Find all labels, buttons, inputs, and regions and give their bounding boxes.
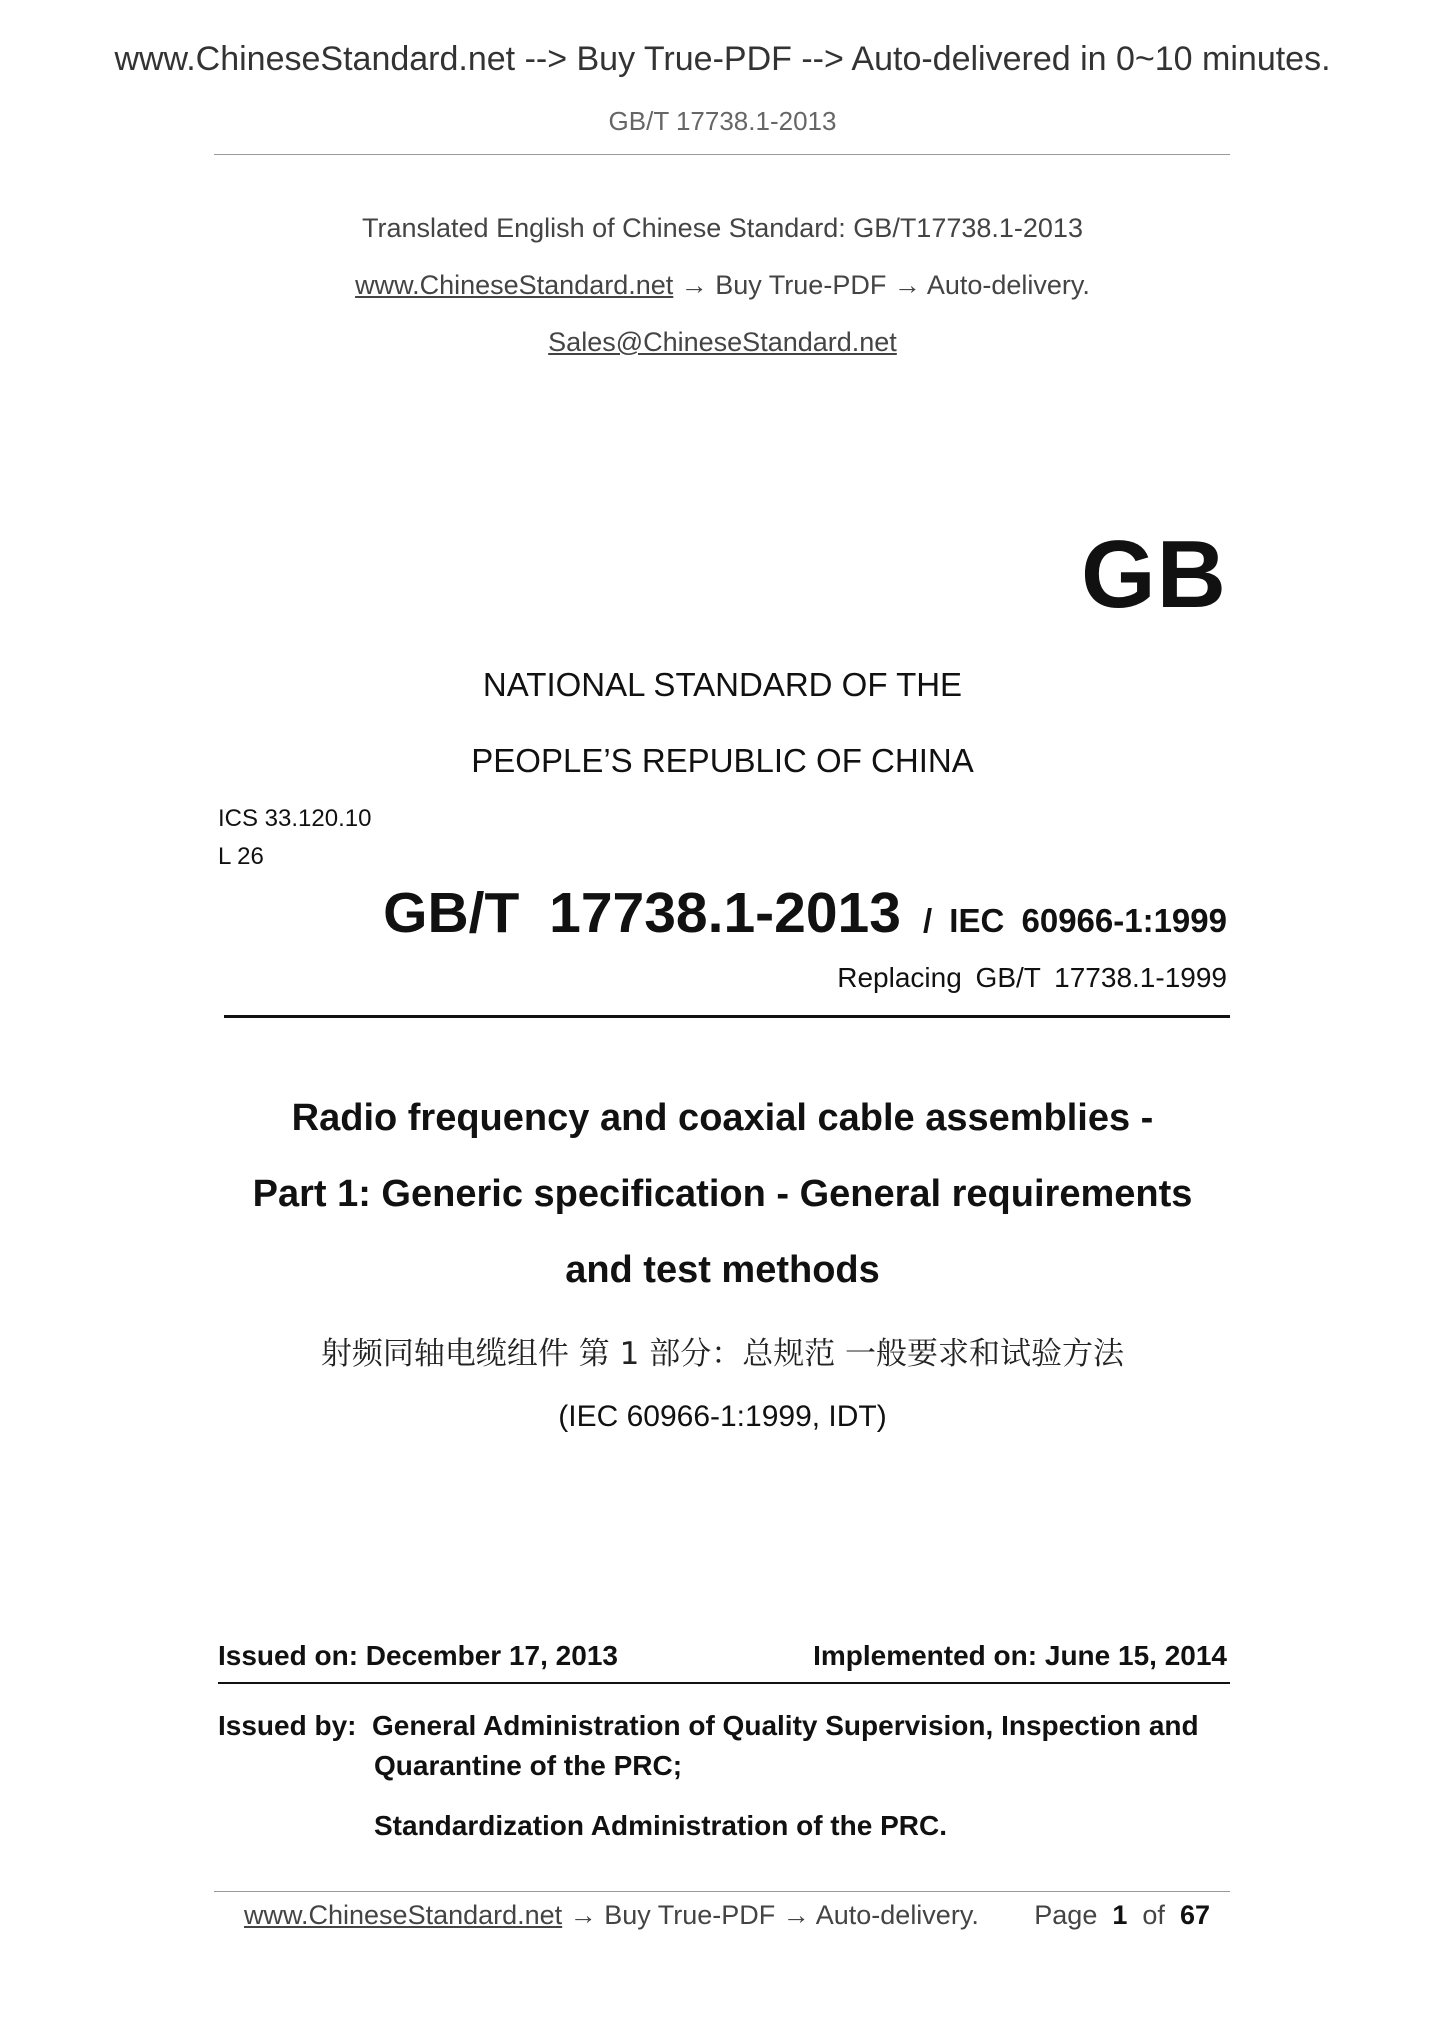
- site-link[interactable]: www.ChineseStandard.net: [355, 270, 674, 300]
- idt-reference: (IEC 60966-1:1999, IDT): [558, 1400, 887, 1433]
- running-header: GB/T 17738.1-2013: [608, 106, 837, 136]
- issued-on-date: Issued on: December 17, 2013: [218, 1640, 618, 1671]
- footer-divider: [214, 1891, 1230, 1892]
- country-line: PEOPLE’S REPUBLIC OF CHINA: [471, 742, 974, 779]
- page-total: 67: [1179, 1900, 1210, 1930]
- page-indicator: [1034, 1900, 1210, 1931]
- sales-email-link[interactable]: Sales@ChineseStandard.net: [548, 327, 897, 357]
- chinese-title: 射频同轴电缆组件 第 1 部分：总规范 一般要求和试验方法: [320, 1336, 1125, 1372]
- buy-line: [0, 270, 1445, 301]
- sales-line: [0, 327, 1445, 358]
- gb-logo: GB: [1081, 521, 1227, 628]
- iec-reference: / IEC 60966-1:1999: [922, 902, 1227, 939]
- document-title-line-2: Part 1: Generic specification - General requirements: [252, 1173, 1193, 1215]
- page-current: 1: [1112, 1900, 1128, 1930]
- buy-text: → Buy True-PDF → Auto-delivery.: [673, 270, 1090, 300]
- footer-buy-line: [244, 1900, 979, 1931]
- top-banner[interactable]: www.ChineseStandard.net --> Buy True-PDF --> Auto-delivered in 0~10 minutes.: [114, 40, 1331, 78]
- standard-number-row: [383, 880, 1227, 946]
- issue-divider: [218, 1682, 1230, 1684]
- issuer-line-3: Standardization Administration of the PRC.: [374, 1810, 947, 1841]
- footer-site-link[interactable]: www.ChineseStandard.net: [244, 1900, 563, 1930]
- header-divider: [214, 154, 1230, 155]
- page-label: Page: [1034, 1900, 1098, 1930]
- replacing-note: Replacing GB/T 17738.1-1999: [837, 962, 1227, 993]
- issued-by-label: Issued by:: [218, 1710, 357, 1741]
- standard-number: GB/T 17738.1-2013: [383, 881, 901, 945]
- footer-buy-text: → Buy True-PDF → Auto-delivery.: [562, 1900, 979, 1930]
- issuer-line-1: General Administration of Quality Supervision, Inspection and: [372, 1710, 1199, 1741]
- implemented-on-date: Implemented on: June 15, 2014: [813, 1640, 1227, 1671]
- document-title-line-1: Radio frequency and coaxial cable assemblies -: [291, 1097, 1154, 1139]
- title-divider: [224, 1015, 1230, 1018]
- page-of: of: [1142, 1900, 1165, 1930]
- document-title-line-3: and test methods: [565, 1249, 880, 1291]
- ics-code: ICS 33.120.10: [218, 805, 372, 832]
- issuer-line-2: Quarantine of the PRC;: [374, 1750, 683, 1781]
- translation-notice: Translated English of Chinese Standard: GB/T17738.1-2013: [362, 213, 1083, 243]
- classification-code: L 26: [218, 843, 264, 870]
- national-standard-line: NATIONAL STANDARD OF THE: [482, 666, 963, 703]
